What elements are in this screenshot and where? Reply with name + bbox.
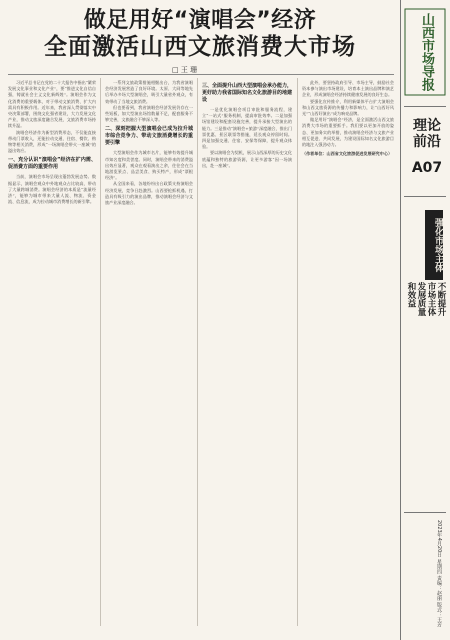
column-divider: [297, 78, 298, 626]
headline-line1: 做足用好“演唱会”经济: [83, 8, 317, 33]
pullquote-line: 市场主体: [426, 282, 436, 316]
section-heading-3: 三、全面提升山西大型演唱会承办能力，更好助力我省国际知名文化旅游目的地建设: [202, 83, 292, 103]
pullquote-line: 不断提升: [436, 282, 446, 316]
paragraph: 一系列文旅政策措施相继出台，为我省演唱会经济发展营造了良好环境。太原、大同等地先后举办多场大型演唱会，吸引大量省外观众，有效带动了当地文旅消费。: [105, 80, 193, 104]
paragraph: 当前，演唱会市场呈现出蓬勃发展态势。数据显示，演唱会观众中外地观众占比较高，带动了大量跨城消费。演唱会经济的本质是“流量经济”，能够为城市带来大量人流、物流、资金流、信息流，成为拉动城市消费增长的新引擎。: [8, 174, 96, 205]
article-column-2: [105, 80, 193, 628]
headline: [4, 9, 396, 60]
section-heading-2: 二、深刻把握大型演唱会已成为拉升城市综合竞争力、带动文旅消费增长的重要引擎: [105, 126, 193, 147]
column-divider: [197, 78, 198, 626]
byline: □ 王 珊: [172, 66, 198, 74]
edition-info: 2023年4月20日 星期四 责编：赵丽 版式：王芳: [436, 520, 442, 628]
paragraph: 做足用好“演唱会”经济，是全面激活山西文旅消费大市场的重要抓手。我们要以更加开放的姿态、更加务实的举措，推动演唱会经济与文旅产业相互促进、共同发展，为建设国际知名文化旅游目的地注入强劲动力。: [302, 117, 394, 148]
column-title: [410, 118, 444, 150]
paragraph: 要以演唱会为契机，展示山西深厚的历史文化底蕴和独特的旅游资源，让更多游客“因一场演出，赴一座城”。: [202, 150, 292, 168]
pullquote-line: 发展质量: [416, 282, 426, 316]
headline-divider: [8, 74, 394, 75]
sidebar-divider: [404, 196, 446, 197]
pullquote-line: 和效益: [406, 282, 416, 308]
pullquote-lead: 强化市场主体: [425, 210, 443, 280]
article-column-4: [302, 80, 394, 628]
paragraph: 大型演唱会作为城市名片，能够有效提升城市知名度和美誉度。同时，演唱会带来的消费溢出效应显著，观众在观看演出之余，往往会在当地游览景点、品尝美食、购买特产，形成“票根经济”。: [105, 150, 193, 181]
sidebar-divider: [404, 106, 446, 107]
article-column-1: [8, 80, 96, 628]
author-note: （作者单位：山西省文化旅游促进发展研究中心）: [302, 151, 393, 157]
paragraph: 一是优化演唱会项目审批和服务流程，建立“一站式”服务机制，提高审批效率。二是加强场馆建设和配套设施完善，提升承接大型演出的能力。三是推动“演唱会+旅游”深度融合，推出门票优惠、景区联票等措施，延长观众停留时间。四是加强交通、住宿、安保等保障，提升观众体验。: [202, 107, 292, 150]
paragraph: 习近平总书记在党的二十大报告中指出“繁荣发展文化事业和文化产业”，要“推进文化自信自强，铸就社会主义文化新辉煌”。演唱会作为文化消费的重要载体，对于带动文旅消费、扩大内需具有积极作用。近年来，我省深入贯彻落实中央决策部署，围绕文化强省建设，大力发展文化产业，推动文旅深度融合发展，文旅消费市场持续升温。: [8, 80, 96, 129]
sidebar-divider: [404, 512, 446, 513]
masthead-text: 山西市场导报: [419, 13, 434, 91]
page-number: A07: [411, 160, 443, 176]
column-divider: [100, 78, 101, 626]
headline-line2: 全面激活山西文旅消费大市场: [44, 34, 356, 60]
masthead-title: [406, 12, 446, 92]
paragraph: 要强化宣传推介，利用新媒体平台扩大演唱会和山西文旅资源的传播力和影响力，让“山西好风光”“山西好演出”成为响亮品牌。: [302, 98, 394, 117]
paragraph: 从全国来看，各地纷纷出台政策支持演唱会经济发展，竞争日趋激烈。山西要抢抓机遇，打造具有吸引力的演出品牌，推动演唱会经济与文旅产业深度融合。: [105, 181, 193, 206]
article-column-3: [202, 80, 292, 628]
paragraph: 但也要看到，我省演唱会经济发展仍存在一些短板，如大型演出场馆数量不足，配套服务不够完善，文旅融合不够深入等。: [105, 104, 193, 123]
paragraph: 演唱会经济作为新型消费形态，不仅能直接带动门票收入，还能拉动交通、住宿、餐饮、购物等相关消费，形成“一场演唱会带火一座城”的溢出效应。: [8, 129, 96, 154]
paragraph: 此外，要坚持政府引导、市场主导，鼓励社会资本参与演出市场建设，培育本土演出品牌和演艺企业，形成演唱会经济持续健康发展的良好生态。: [302, 80, 394, 98]
pullquote: [406, 282, 446, 432]
column-title-text: 理论前沿: [413, 118, 441, 150]
section-heading-1: 一、充分认识“演唱会”经济在扩内需、促消费方面的重要作用: [8, 157, 96, 171]
